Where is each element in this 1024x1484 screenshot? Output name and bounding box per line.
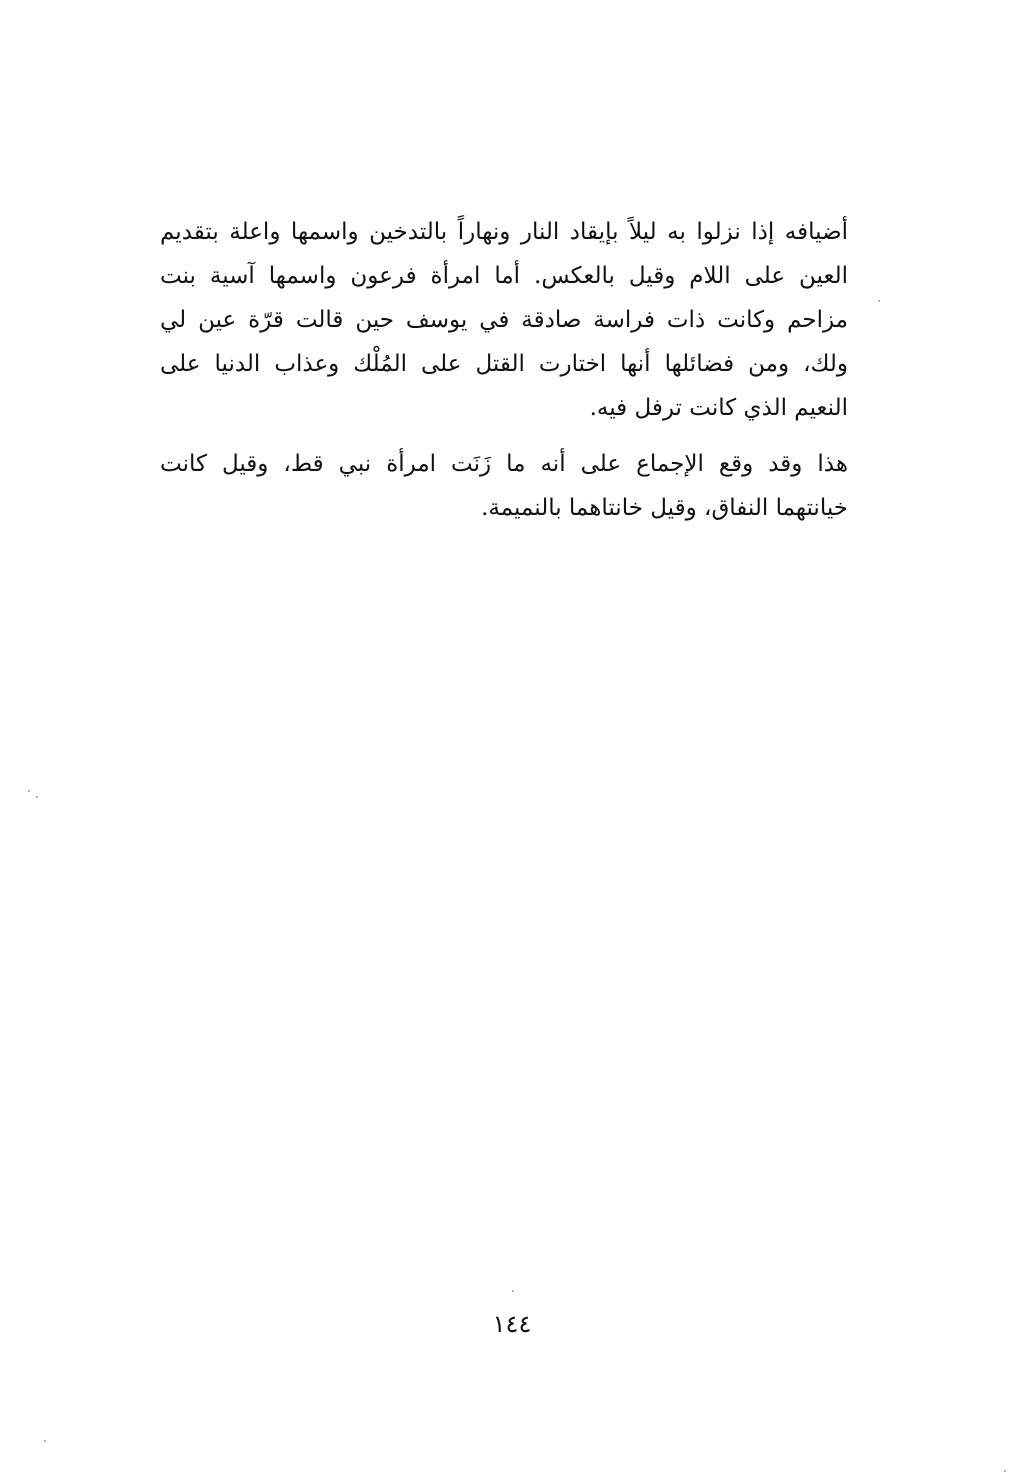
text-line: العين على اللام وقيل بالعكس. أما امرأة فرعون واسمها آسية بنت xyxy=(160,263,848,289)
scan-speck xyxy=(1004,1470,1006,1472)
text-line: مزاحم وكانت ذات فراسة صادقة في يوسف حين قالت قرّة عين لي xyxy=(160,307,848,333)
body-text xyxy=(160,210,848,530)
text-line: ولك، ومن فضائلها أنها اختارت القتل على المُلْك وعذاب الدنيا على xyxy=(160,351,848,377)
text-line: النعيم الذي كانت ترفل فيه. xyxy=(589,395,848,421)
scan-speck xyxy=(878,300,880,302)
scan-speck xyxy=(28,790,30,792)
text-line: خيانتهما النفاق، وقيل خانتاهما بالنميمة. xyxy=(481,495,848,521)
text-line: هذا وقد وقع الإجماع على أنه ما زَنَت امرأة نبي قط، وقيل كانت xyxy=(160,451,848,477)
scan-speck xyxy=(36,796,38,798)
paragraph-gap xyxy=(160,430,848,442)
scan-speck xyxy=(512,1290,514,1292)
scan-speck xyxy=(44,1440,46,1442)
page-number: ١٤٤ xyxy=(492,1310,532,1338)
text-line: أضيافه إذا نزلوا به ليلاً بإيقاد النار ونهاراً بالتدخين واسمها واعلة بتقديم xyxy=(160,219,848,245)
